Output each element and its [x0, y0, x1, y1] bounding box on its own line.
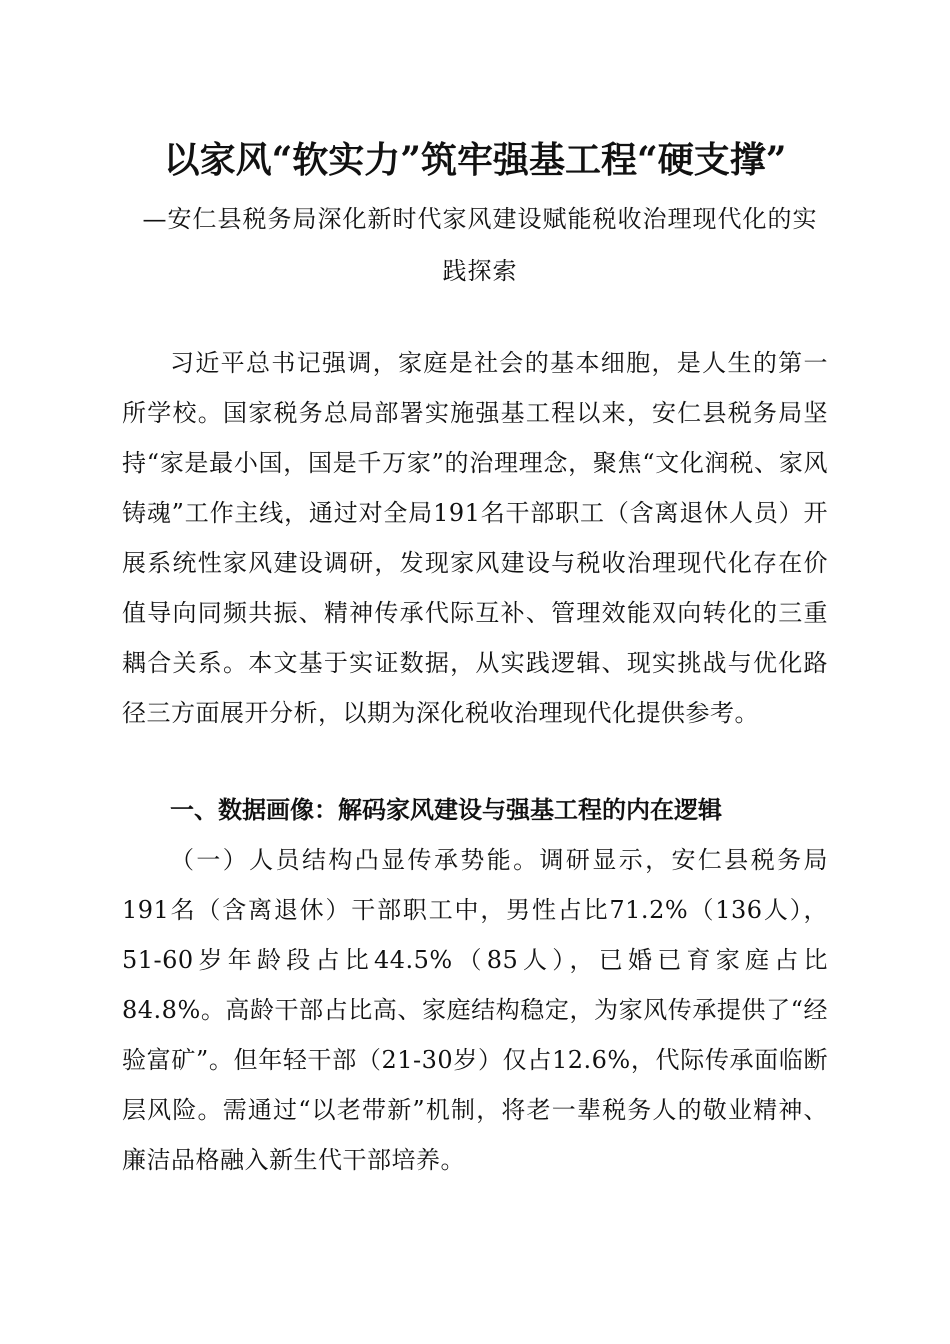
- intro-paragraph: 习近平总书记强调，家庭是社会的基本细胞，是人生的第一所学校。国家税务总局部署实施强基工程以来，安仁县税务局坚持“家是最小国，国是千万家”的治理理念，聚焦“文化润税、家风铸魂”工作主线，通过对全局191名干部职工（含离退休人员）开展系统性家风建设调研，发现家风建设与税收治理现代化存在价值导向同频共振、精神传承代际互补、管理效能双向转化的三重耦合关系。本文基于实证数据，从实践逻辑、现实挑战与优化路径三方面展开分析，以期为深化税收治理现代化提供参考。: [122, 349, 828, 727]
- document-title: 以家风“软实力”筑牢强基工程“硬支撑”: [163, 139, 787, 181]
- document-subtitle: —安仁县税务局深化新时代家风建设赋能税收治理现代化的实践探索: [142, 205, 818, 285]
- section-paragraph: （一）人员结构凸显传承势能。调研显示，安仁县税务局191名（含离退休）干部职工中，男性占比71.2%（136人），51-60岁年龄段占比44.5%（85人），已婚已育家庭占比84.8%。高龄干部占比高、家庭结构稳定，为家风传承提供了“经验富矿”。但年轻干部（21-30岁）仅占12.6%，代际传承面临断层风险。需通过“以老带新”机制，将老一辈税务人的敬业精神、廉洁品格融入新生代干部培养。: [122, 846, 828, 1174]
- section-heading: 一、数据画像：解码家风建设与强基工程的内在逻辑: [170, 796, 722, 824]
